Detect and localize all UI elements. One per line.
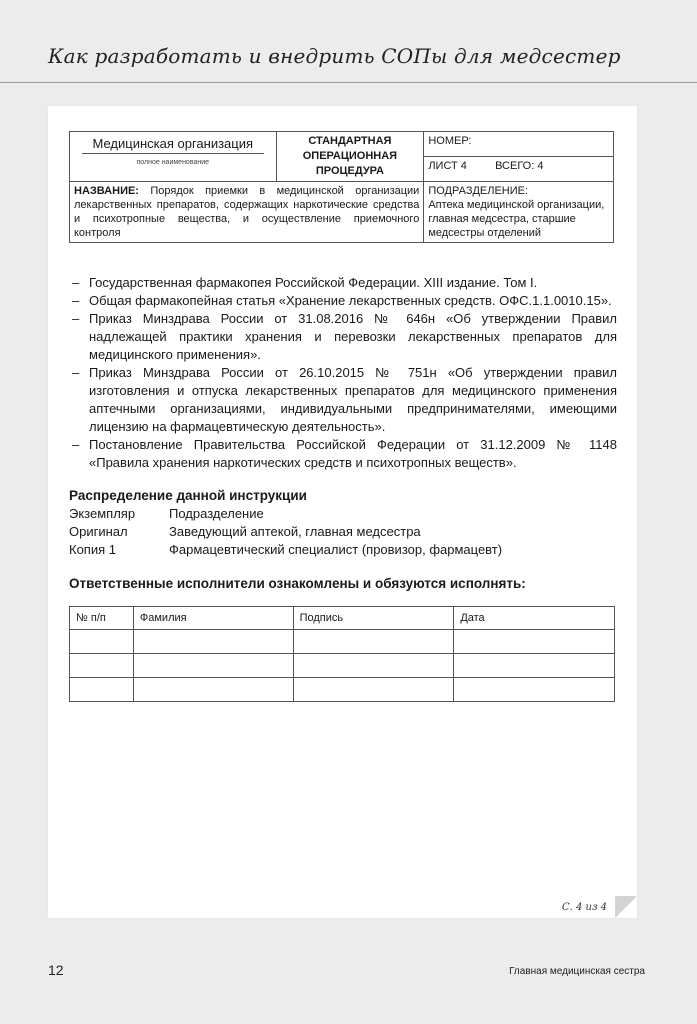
department-cell	[424, 182, 614, 243]
list-item: – Постановление Правительства Российской Федерации от 31.12.2009 № 1148 «Правила хранения наркотических средств и психотропных веществ».	[72, 437, 617, 470]
distribution-row: Оригинал Заведующий аптекой, главная медсестра	[69, 524, 421, 539]
table-row	[70, 654, 615, 678]
column-header: Дата	[454, 607, 615, 630]
organization-sublabel: полное наименование	[136, 159, 210, 166]
column-header: Подпись	[293, 607, 454, 630]
column-header: Фамилия	[133, 607, 293, 630]
procedure-name-label: НАЗВАНИЕ:	[74, 185, 139, 197]
organization-underline	[82, 153, 264, 154]
sop-header-table	[69, 131, 614, 243]
number-cell	[424, 132, 614, 157]
column-header: № п/п	[70, 607, 134, 630]
responsible-title: Ответственные исполнители ознакомлены и обязуются исполнять:	[69, 576, 526, 591]
distribution-row: Копия 1 Фармацевтический специалист (провизор, фармацевт)	[69, 542, 503, 557]
department-label: ПОДРАЗДЕЛЕНИЕ:	[428, 185, 529, 197]
organization-cell	[70, 132, 277, 182]
number-label: НОМЕР:	[428, 135, 472, 147]
running-header-title: Как разработать и внедрить СОПы для медсестер	[48, 44, 621, 68]
table-row	[70, 678, 615, 702]
sheet-cell	[424, 157, 614, 182]
table-header-row	[70, 607, 615, 630]
sheet-page-counter: С. 4 из 4	[562, 902, 607, 913]
magazine-title: Главная медицинская сестра	[509, 966, 645, 977]
page-number: 12	[48, 962, 64, 978]
running-header	[0, 0, 697, 84]
distribution-row: Экземпляр Подразделение	[69, 506, 264, 521]
list-item: – Общая фармакопейная статья «Хранение лекарственных средств. ОФС.1.1.0010.15».	[72, 293, 612, 308]
references-list	[69, 274, 617, 472]
acknowledgement-table	[69, 606, 615, 702]
distribution-list	[69, 505, 502, 559]
page-fold	[615, 896, 637, 918]
organization-label: Медицинская организация	[92, 136, 254, 151]
department-text: Аптека медицинской организации, главная медсестра, старшие медсестры отделений	[428, 199, 605, 239]
table-row	[70, 630, 615, 654]
procedure-name-cell	[70, 182, 424, 243]
sheet-label: ЛИСТ 4	[428, 160, 467, 172]
list-item: – Приказ Минздрава России от 31.08.2016 № 646н «Об утверждении Правил надлежащей практики хранения и перевозки лекарственных препаратов для медицинского применения».	[72, 311, 617, 362]
header-divider	[0, 82, 697, 83]
list-item: – Государственная фармакопея Российской Федерации. XIII издание. Том I.	[72, 275, 538, 290]
sop-title: СТАНДАРТНАЯ ОПЕРАЦИОННАЯ ПРОЦЕДУРА	[276, 132, 424, 182]
list-item: – Приказ Минздрава России от 26.10.2015 № 751н «Об утверждении правил изготовления и отпуска лекарственных препаратов для медицинского применения аптечными организациями, индивидуальными предпринимателями, имеющими лицензию на фармацевтическую деятельность».	[72, 365, 617, 434]
total-label: ВСЕГО: 4	[495, 160, 544, 172]
distribution-title: Распределение данной инструкции	[69, 488, 307, 503]
sop-sheet	[48, 106, 637, 918]
procedure-name-text: Порядок приемки в медицинской организации лекарственных препаратов, содержащих наркотические средства и психотропные вещества, и осуществление приемочного контроля	[74, 185, 420, 239]
